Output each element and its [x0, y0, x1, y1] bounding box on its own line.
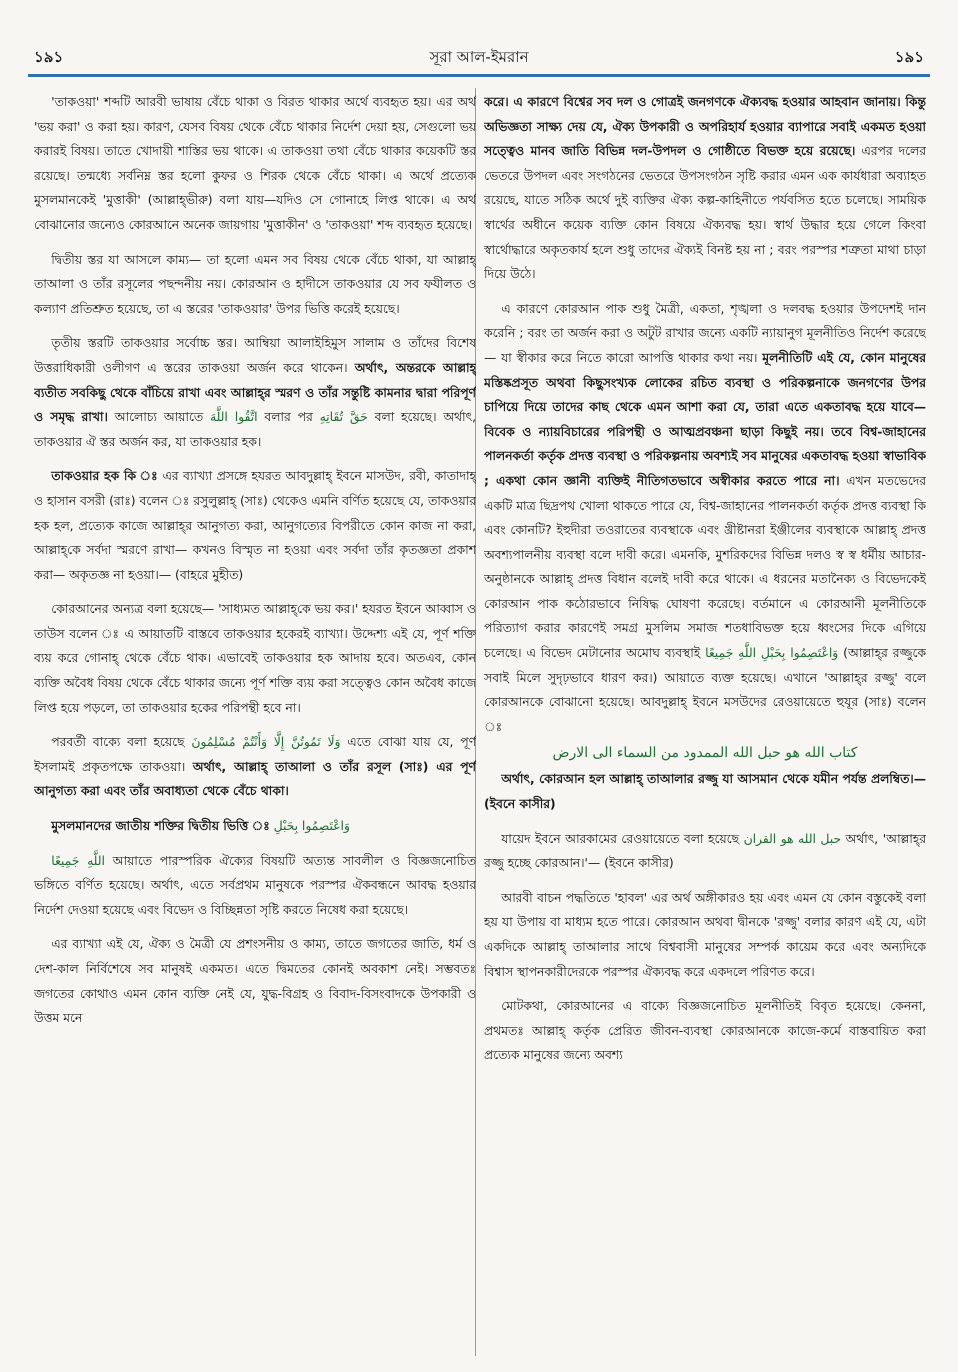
arabic-inline: وَاعْتَصِمُوا بِحَبْلِ [273, 819, 350, 834]
section-heading: মুসলমানদের জাতীয় শক্তির দ্বিতীয় ভিত্তি ঃ وَاعْتَصِمُوا بِحَبْلِ [51, 819, 350, 834]
page-header [28, 42, 930, 70]
paragraph: দ্বিতীয় স্তর যা আসলে কাম্য— তা হলো এমন সব বিষয় থেকে বেঁচে থাকা, যা আল্লাহ্‌ তাআলা ও তাঁর রসূলের পছন্দনীয় নয়। কোরআন ও হাদীসে তাকওয়ার যে সব ফযীলত ও কল্যাণ প্রতিশ্রুত হয়েছে, তা এ স্তরের 'তাকওয়ার' উপর ভিত্তি করেই হয়েছে। [34, 252, 476, 316]
paragraph: যায়েদ ইবনে আরকামের রেওয়ায়েতে বলা হয়েছে حبل الله هو القران অর্থাৎ, 'আল্লাহ্‌র রজ্জু হচ্ছে কোরআন।'— (ইবনে কাসীর) [484, 831, 926, 871]
page-number-left: ১৯১ [34, 48, 64, 66]
paragraph: তাকওয়ার হক কি ঃ এর ব্যাখ্যা প্রসঙ্গে হযরত আবদুল্লাহ্‌ ইবনে মাসউদ, রবী, কাতাদাহ্‌ ও হাসান বসরী (রাঃ) বলেন ঃ রসুলুল্লাহ্‌ (সাঃ) থেকেও এমনি বর্ণিত হয়েছে যে, তাকওয়ার হক হল, প্রত্যেক কাজে আল্লাহ্‌র আনুগত্য করা, আনুগত্যের বিপরীতে কোন কাজ না করা, আল্লাহ্‌কে সর্বদা স্মরণে রাখা— কখনও বিস্মৃত না হওয়া এবং সর্বদা তাঁর কৃতজ্ঞতা প্রকাশ করা— অকৃতজ্ঞ না হওয়া।— (বাহরে মুহীত) [34, 469, 476, 582]
paragraph: তৃতীয় স্তরটি তাকওয়ার সর্বোচ্চ স্তর। আম্বিয়া আলাইহিমুস সালাম ও তাঁদের বিশেষ উত্তরাধিকারী ওলীগণ এ স্তরের তাকওয়া অর্জন করে থাকেন। অর্থাৎ, অন্তরকে আল্লাহ্‌ ব্যতীত সবকিছু থেকে বাঁচিয়ে রাখা এবং আল্লাহ্‌র স্মরণ ও তাঁর সন্তুষ্টি কামনার দ্বারা পরিপূর্ণ ও সমৃদ্ধ রাখা। আলোচ্য আয়াতে اتَّقُوا اللَّهَ বলার পর حَقَّ تُقَاتِهِ বলা হয়েছে। অর্থাৎ, তাকওয়ার ঐ স্তর অর্জন কর, যা তাকওয়ার হক। [34, 336, 476, 449]
paragraph: এ কারণে কোরআন পাক শুধু মৈত্রী, একতা, শৃঙ্খলা ও দলবদ্ধ হওয়ার উপদেশই দান করেনি ; বরং তা অর্জন করা ও অটুট রাখার জন্যে একটি ন্যায়ানুগ মূলনীতিও নির্দেশ করেছে— যা স্বীকার করে নিতে কারো আপত্তি থাকার কথা নয়। মূলনীতিটি এই যে, কোন মানুষের মস্তিষ্কপ্রসূত অথবা কিছুসংখ্যক লোকের রচিত ব্যবস্থা ও পরিকল্পনাকে জনগণের উপর চাপিয়ে দিয়ে তাদের কাছ থেকে এমন আশা করা যে, তারা এতে একতাবদ্ধ হয়ে যাবে— বিবেক ও ন্যায়বিচারের পরিপন্থী ও আত্মপ্রবঞ্চনা ছাড়া কিছুই নয়। তবে বিশ্ব-জাহানের পালনকর্তা কর্তৃক প্রদত্ত ব্যবস্থা ও পরিকল্পনায় অবশ্যই সব মানুষের একতাবদ্ধ হওয়া স্বাভাবিক ; একথা কোন জ্ঞানী ব্যক্তিই নীতিগতভাবে অস্বীকার করতে পারে না। এখন মতভেদের একটি মাত্র ছিদ্রপথ খোলা থাকতে পারে যে, বিশ্ব-জাহানের পালনকর্তা কর্তৃক প্রদত্ত ব্যবস্থা কি এবং কোনটি? ইহুদীরা তওরাতের ব্যবস্থাকে এবং খ্রীষ্টানরা ইঞ্জীলের ব্যবস্থাকে আল্লাহ্‌ প্রদত্ত অবশ্যপালনীয় ব্যবস্থা বলে দাবী করে। এমনকি, মুশরিকদের বিভিন্ন দলও স্ব স্ব ধর্মীয় আচার-অনুষ্ঠানকে আল্লাহ্‌ প্রদত্ত বিধান বলেই দাবী করে থাকে। এ ধরনের মতানৈক্য ও বিভেদকেই কোরআন পাক কঠোরভাবে নিষিদ্ধ ঘোষণা করেছে। বর্তমানে এ কোরআনী মূলনীতিকে পরিত্যাগ করার কারণেই সমগ্র মুসলিম সমাজ শতধাবিভক্ত হয়ে ধ্বংসের দিকে এগিয়ে চলেছে। এ বিভেদ মেটানোর অমোঘ ব্যবস্থাই وَاعْتَصِمُوا بِحَبْلِ اللَّهِ جَمِيعًا (আল্লাহ্‌র রজ্জুকে সবাই মিলে সুদৃঢ়ভাবে ধারণ কর।) আয়াতে ব্যক্ত হয়েছে। এখানে 'আল্লাহ্‌র রজ্জু' বলে কোরআনকে বোঝানো হয়েছে। আবদুল্লাহ্‌ ইবনে মসউদের রেওয়ায়েতে হুযূর (সাঃ) বলেন ঃ [484, 301, 926, 734]
paragraph: কোরআনের অন্যত্র বলা হয়েছে— 'সাধ্যমত আল্লাহ্‌কে ভয় কর।' হযরত ইবনে আব্বাস ও তাউস বলেন ঃ এ আয়াতটি বাস্তবে তাকওয়ার হকেরই ব্যাখ্যা। উদ্দেশ্য এই যে, পূর্ণ শক্তি ব্যয় করে গোনাহ্‌ থেকে বেঁচে থাক। এভাবেই তাকওয়ার হক আদায় হবে। অতএব, কোন ব্যক্তি অবৈধ বিষয় থেকে বেঁচে থাকার জন্যে পূর্ণ শক্তি ব্যয় করা সত্ত্বেও কোন অবৈধ কাজে লিপ্ত হয়ে পড়লে, তা তাকওয়ার হকের পরিপন্থী হবে না। [34, 602, 476, 715]
paragraph: মোটকথা, কোরআনের এ বাক্যে বিজ্ঞজনোচিত মূলনীতিই বিবৃত হয়েছে। কেননা, প্রথমতঃ আল্লাহ্‌ কর্তৃক প্রেরিত জীবন-ব্যবস্থা কোরআনকে কাজে-কর্মে বাস্তবায়িত করা প্রত্যেক মানুষের জন্যে অবশ্য [484, 999, 926, 1063]
arabic-inline: حَقَّ تُقَاتِهِ [319, 410, 368, 425]
paragraph: اللَّهِ جَمِيعًا আয়াতে পারস্পরিক ঐক্যের বিষয়টি অত্যন্ত সাবলীল ও বিজ্ঞজনোচিত ভঙ্গিতে বর্ণিত হয়েছে। অর্থাৎ, এতে সর্বপ্রথম মানুষকে পরস্পর ঐকবন্ধনে আবদ্ধ হওয়ার নির্দেশ দেওয়া হয়েছে এবং বিভেদ ও বিচ্ছিন্নতা সৃষ্টি করতে নিষেধ করা হয়েছে। [34, 853, 476, 917]
left-column [34, 90, 476, 1352]
page-number-right: ১৯১ [894, 48, 924, 66]
page-title: সূরা আল-ইমরান [429, 48, 529, 66]
arabic-inline: اللَّهِ جَمِيعًا [51, 853, 105, 868]
header-rule [28, 74, 930, 77]
arabic-inline: وَلَا تَمُوتُنَّ إِلَّا وَأَنْتُمْ مُسْلِمُونَ [191, 735, 341, 750]
paragraph: এর ব্যাখ্যা এই যে, ঐক্য ও মৈত্রী যে প্রশংসনীয় ও কাম্য, তাতে জগতের জাতি, ধর্ম ও দেশ-কাল নির্বিশেষে সব মানুষই একমত। এতে দ্বিমতের কোনই অবকাশ নেই। সম্ভবতঃ জগতের কোথাও এমন কোন ব্যক্তি নেই যে, যুদ্ধ-বিগ্রহ ও বিবাদ-বিসংবাদকে উপকারী ও উত্তম মনে [34, 937, 476, 1026]
arabic-quote: كتاب الله هو حبل الله الممدود من السماء الى الارض [552, 745, 858, 762]
arabic-inline: حبل الله هو القران [743, 831, 842, 846]
paragraph: আরবী বাচন পদ্ধতিতে 'হাবল' এর অর্থ অঙ্গীকারও হয় এবং এমন যে কোন বস্তুকেই বলা হয় যা উপায় বা মাধ্যম হতে পারে। কোরআন অথবা দ্বীনকে 'রজ্জু' বলার কারণ এই যে, এটা একদিকে আল্লাহ্‌ তাআলার সাথে বিশ্ববাসী মানুষের সম্পর্ক কায়েম করে এবং অন্যদিকে বিশ্বাস স্থাপনকারীদেরকে পরস্পর ঐক্যবদ্ধ করে একদলে পরিণত করে। [484, 890, 926, 979]
paragraph: করে। এ কারণে বিশ্বের সব দল ও গোত্রই জনগণকে ঐক্যবদ্ধ হওয়ার আহবান জানায়। কিন্তু অভিজ্ঞতা সাক্ষ্য দেয় যে, ঐক্য উপকারী ও অপরিহার্য হওয়ার ব্যাপারে সবাই একমত হওয়া সত্ত্বেও মানব জাতি বিভিন্ন দল-উপদল ও গোষ্ঠীতে বিভক্ত হয়ে রয়েছে। এরপর দলের ভেতরে উপদল এবং সংগঠনের ভেতরে উপসংগঠন সৃষ্টি করার এমন এক কার্যধারা অব্যাহত রয়েছে, যাতে সঠিক অর্থে দুই ব্যক্তির ঐক্য কল্প-কাহিনীতে পর্যবসিত হতে চলেছে। সাময়িক স্বার্থের অধীনে কয়েক ব্যক্তি কোন বিষয়ে ঐক্যবদ্ধ হয়। স্বার্থ উদ্ধার হয়ে গেলে কিংবা স্বার্থোদ্ধারে অকৃতকার্য হলে শুধু তাদের ঐক্যই বিনষ্ট হয় না ; বরং পরস্পর শত্রুতা মাথা চাড়া দিয়ে উঠে। [484, 95, 926, 282]
arabic-inline: وَاعْتَصِمُوا بِحَبْلِ اللَّهِ جَمِيعًا [705, 646, 839, 661]
arabic-inline: اتَّقُوا اللَّهَ [210, 410, 258, 425]
paragraph: অর্থাৎ, কোরআন হল আল্লাহ্‌ তাআলার রজ্জু যা আসমান থেকে যমীন পর্যন্ত প্রলম্বিত।— (ইবনে কাসীর) [484, 772, 926, 812]
paragraph: 'তাকওয়া' শব্দটি আরবী ভাষায় বেঁচে থাকা ও বিরত থাকার অর্থে ব্যবহৃত হয়। এর অর্থ 'ভয় করা' ও করা হয়। কারণ, যেসব বিষয় থেকে বেঁচে থাকার নির্দেশ দেয়া হয়, সেগুলো ভয় করারই বিষয়। তাতে খোদায়ী শাস্তির ভয় থাকে। এ তাকওয়া তথা বেঁচে থাকার কয়েকটি স্তর রয়েছে। তন্মধ্যে সর্বনিম্ন স্তর হলো কুফর ও শিরক থেকে বেঁচে থাকা। এ অর্থে প্রত্যেক মুসলমানকেই 'মুত্তাকী' (আল্লাহ্‌ভীরু) বলা যায়—যদিও সে গোনাহে লিপ্ত থাকে। এ অর্থ বোঝানোর জন্যেও কোরআনে অনেক জায়গায় 'মুত্তাকীন' ও 'তাকওয়া' শব্দ ব্যবহৃত হয়েছে। [34, 95, 476, 232]
section-heading: তাকওয়ার হক কি ঃ [51, 469, 159, 484]
right-column [484, 90, 926, 1352]
paragraph: পরবর্তী বাক্যে বলা হয়েছে وَلَا تَمُوتُنَّ إِلَّا وَأَنْتُمْ مُسْلِمُونَ এতে বোঝা যায় যে, পূর্ণ ইসলামই প্রকৃতপক্ষে তাকওয়া। অর্থাৎ, আল্লাহ্‌ তাআলা ও তাঁর রসূল (সাঃ) এর পূর্ণ আনুগত্য করা এবং তাঁর অবাধ্যতা থেকে বেঁচে থাকা। [34, 735, 476, 799]
